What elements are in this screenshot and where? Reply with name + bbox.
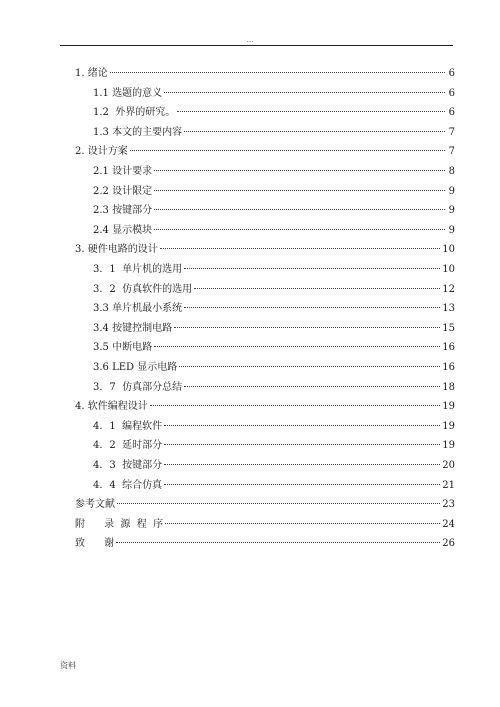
toc-entry[interactable] (75, 66, 455, 82)
toc-entry[interactable] (93, 184, 455, 200)
toc-leader-dots (164, 92, 445, 93)
toc-entry-page-number: 26 (442, 538, 455, 550)
toc-entry[interactable] (93, 419, 455, 435)
toc-entry-label: 2.4 显示模块 (93, 224, 153, 236)
toc-entry-page-number: 16 (442, 362, 455, 373)
toc-entry-page-number: 23 (442, 499, 455, 511)
header-rule (60, 45, 453, 46)
toc-entry[interactable] (93, 262, 455, 278)
toc-entry[interactable] (75, 517, 455, 533)
toc-entry[interactable] (93, 380, 455, 396)
toc-entry-label: 1.2 外界的研究。 (93, 107, 176, 119)
toc-entry[interactable] (75, 144, 455, 160)
toc-entry[interactable] (93, 458, 455, 474)
toc-entry-page-number: 16 (442, 342, 455, 354)
toc-leader-dots (184, 268, 440, 269)
toc-leader-dots (116, 542, 440, 543)
toc-entry[interactable] (93, 478, 455, 494)
toc-leader-dots (194, 288, 440, 289)
toc-leader-dots (164, 484, 440, 485)
toc-entry[interactable] (93, 438, 455, 454)
toc-leader-dots (154, 209, 445, 210)
toc-entry-label: 1.3 本文的主要内容 (93, 126, 183, 138)
toc-entry[interactable] (93, 360, 455, 376)
toc-entry-label: 2. 设计方案 (75, 146, 128, 158)
toc-entry-label: 2.1 设计要求 (93, 166, 153, 177)
toc-leader-dots (174, 327, 440, 328)
toc-entry-label: 1.1 选题的意义 (93, 87, 163, 99)
toc-entry-page-number: 10 (442, 244, 455, 256)
toc-entry[interactable] (93, 203, 455, 219)
toc-entry-page-number: 19 (442, 420, 455, 432)
toc-entry-label: 3.5 中断电路 (93, 342, 153, 354)
toc-entry[interactable] (75, 242, 455, 258)
toc-entry-label: 3.4 按键控制电路 (93, 322, 173, 334)
toc-entry-label: 3. 硬件电路的设计 (75, 244, 158, 256)
toc-entry-page-number: 9 (448, 205, 455, 217)
toc-leader-dots (184, 307, 440, 308)
toc-entry-page-number: 6 (448, 68, 455, 79)
toc-entry-label: 3．1 单片机的选用 (93, 264, 183, 275)
toc-entry-page-number: 10 (442, 264, 455, 275)
toc-entry-page-number: 20 (442, 460, 455, 471)
toc-entry-page-number: 18 (442, 381, 455, 393)
toc-leader-dots (130, 150, 445, 151)
toc-leader-dots (164, 464, 440, 465)
toc-entry[interactable] (93, 86, 455, 102)
toc-leader-dots (164, 444, 440, 445)
toc-entry[interactable] (93, 164, 455, 180)
toc-entry[interactable] (93, 321, 455, 337)
toc-entry[interactable] (93, 282, 455, 298)
toc-entry[interactable] (75, 497, 455, 513)
toc-entry[interactable] (75, 536, 455, 552)
toc-entry-page-number: 7 (448, 146, 455, 158)
toc-entry-label: 1. 绪论 (75, 68, 108, 79)
toc-entry[interactable] (93, 301, 455, 317)
toc-leader-dots (110, 72, 445, 73)
toc-entry-label: 3．2 仿真软件的选用 (93, 283, 193, 295)
toc-entry-page-number: 6 (448, 87, 455, 99)
toc-entry-page-number: 15 (442, 322, 455, 334)
toc-entry-page-number: 8 (448, 166, 455, 177)
header-mark: ... (246, 36, 254, 44)
toc-entry-page-number: 24 (442, 518, 455, 530)
toc-leader-dots (154, 346, 440, 347)
toc-entry-label: 4．4 综合仿真 (93, 479, 163, 491)
toc-leader-dots (150, 405, 441, 406)
toc-entry-label: 参考文献 (75, 499, 115, 511)
toc-leader-dots (154, 170, 445, 171)
toc-entry-label: 4．1 编程软件 (93, 420, 163, 432)
toc-leader-dots (179, 366, 440, 367)
toc-entry[interactable] (93, 105, 455, 121)
toc-entry-label: 4. 软件编程设计 (75, 401, 148, 413)
toc-entry-page-number: 9 (448, 224, 455, 236)
toc-entry-page-number: 9 (448, 185, 455, 197)
toc-entry-page-number: 6 (448, 107, 455, 119)
toc-entry-label: 3.6 LED 显示电路 (93, 362, 178, 373)
toc-leader-dots (160, 248, 441, 249)
toc-leader-dots (117, 503, 440, 504)
toc-entry-page-number: 19 (442, 401, 455, 413)
toc-entry-label: 2.2 设计限定 (93, 185, 153, 197)
toc-entry[interactable] (75, 399, 455, 415)
toc-entry-page-number: 7 (448, 126, 455, 138)
toc-entry-page-number: 12 (442, 283, 455, 295)
toc-entry[interactable] (93, 223, 455, 239)
toc-entry-label: 3.3 单片机最小系统 (93, 303, 183, 315)
toc-leader-dots (154, 229, 445, 230)
toc-entry[interactable] (93, 125, 455, 141)
toc-leader-dots (177, 111, 445, 112)
toc-entry-label: 4．2 延时部分 (93, 440, 163, 452)
toc-entry-page-number: 19 (442, 440, 455, 452)
toc-leader-dots (184, 131, 445, 132)
toc-entry-label: 致 谢 (75, 538, 115, 550)
toc-entry-label: 4．3 按键部分 (93, 460, 163, 471)
toc-leader-dots (154, 190, 445, 191)
toc-leader-dots (165, 523, 440, 524)
toc-entry-label: 2.3 按键部分 (93, 205, 153, 217)
toc-entry-page-number: 21 (442, 479, 455, 491)
toc-leader-dots (164, 425, 440, 426)
toc-entry-label: 3．7 仿真部分总结 (93, 381, 183, 393)
toc-entry[interactable] (93, 340, 455, 356)
toc-leader-dots (184, 386, 440, 387)
toc-entry-label: 附 录 源 程 序 (75, 518, 164, 530)
footer-label: 资料 (60, 661, 76, 670)
toc-entry-page-number: 13 (442, 303, 455, 315)
